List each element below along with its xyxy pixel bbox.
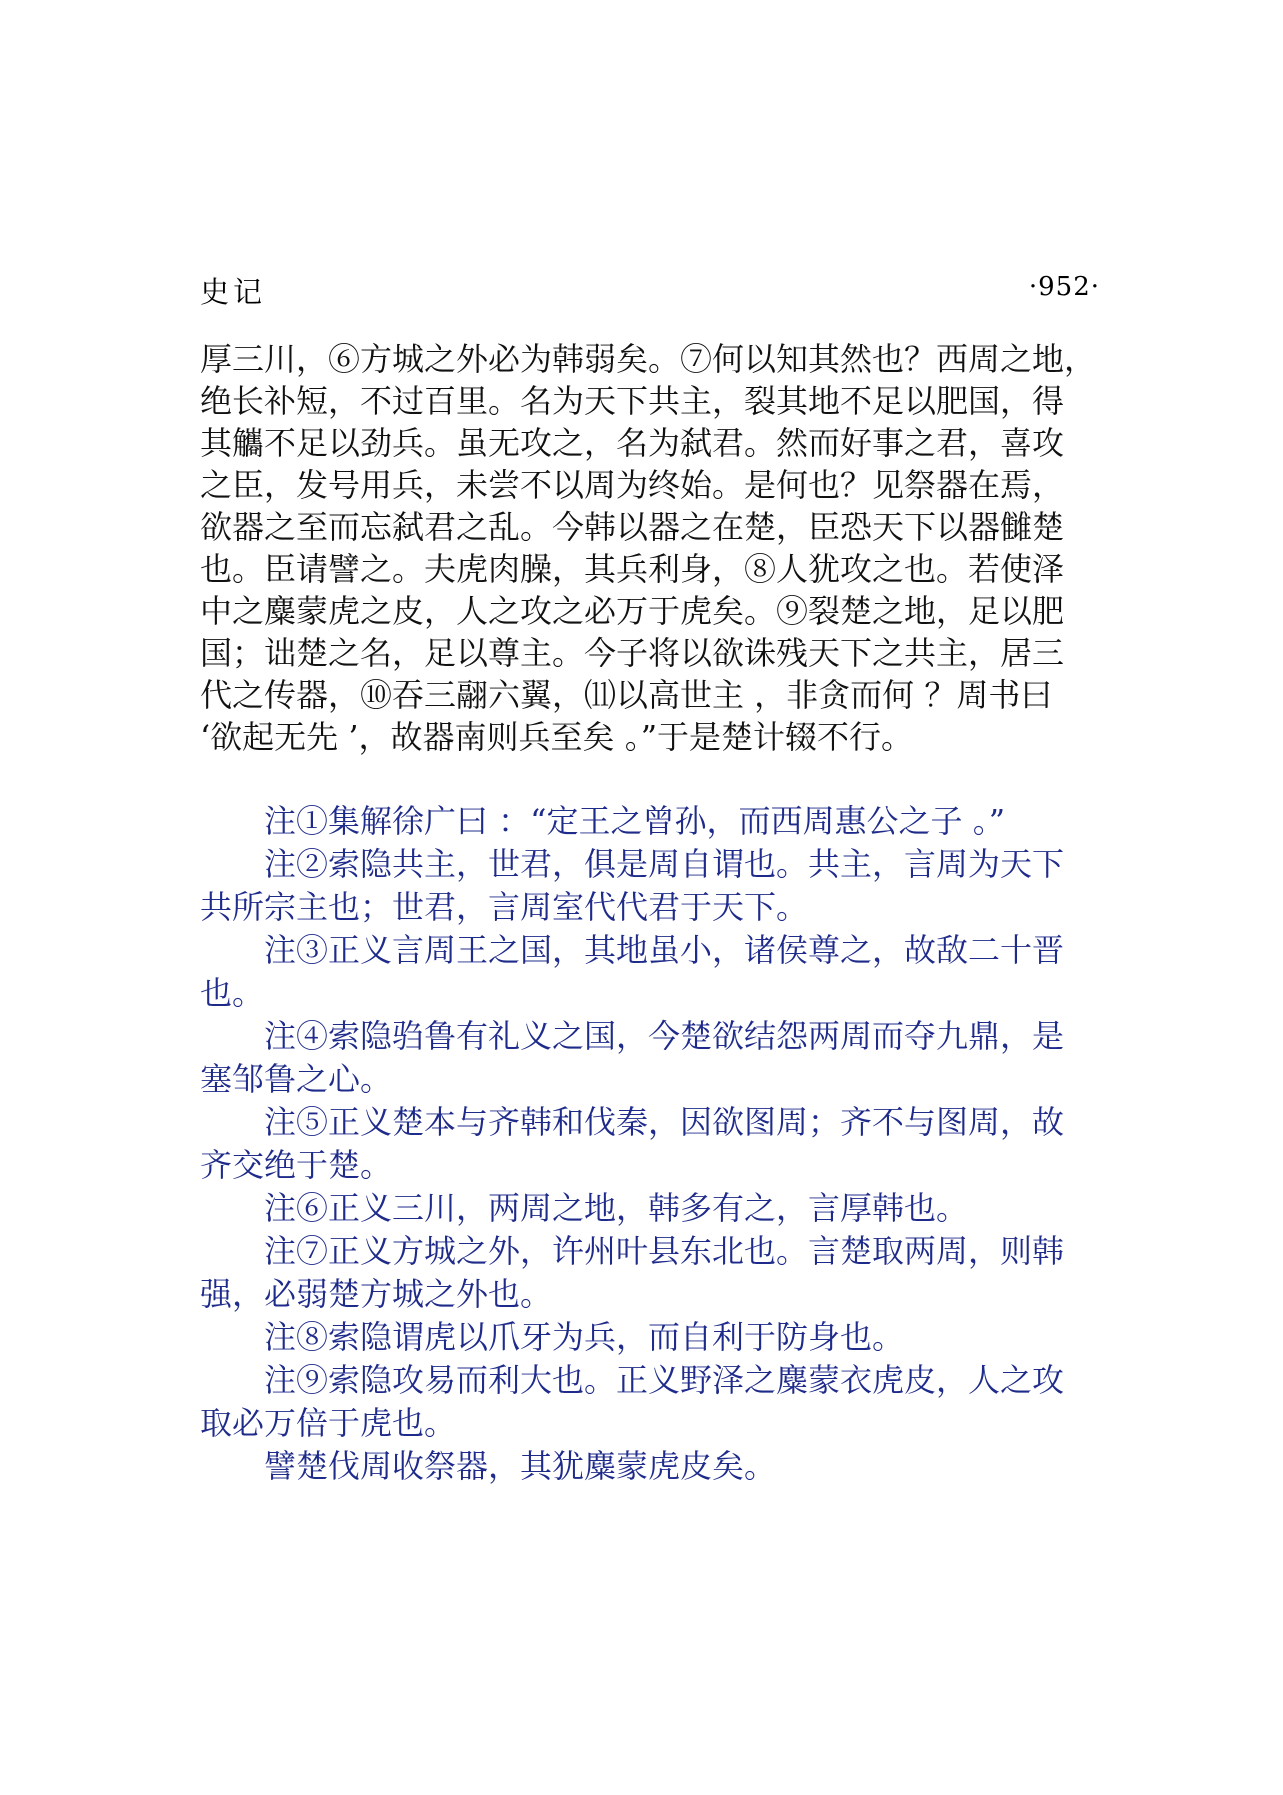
main-text-line: ‘欲起无先 ’，故器南则兵至矣 。”于是楚计辍不行。 <box>200 718 914 756</box>
note-8 <box>200 1316 1100 1359</box>
annotation-notes <box>200 800 1100 1488</box>
note-2 <box>200 843 1100 929</box>
note-line: 注①集解徐广曰 ：“定王之曾孙，而西周惠公之子 。” <box>264 802 1006 840</box>
note-line: 注③正义言周王之国，其地虽小，诸侯尊之，故敌二十晋 <box>264 931 1065 969</box>
note-line: 也。 <box>200 974 265 1012</box>
main-text-line: 代之传器，⑩吞三翮六翼，⑾以高世主 ，非贪而何 ？周书曰 <box>200 676 1053 714</box>
note-1 <box>200 800 1100 843</box>
note-line: 齐交绝于楚。 <box>200 1146 393 1184</box>
note-line: 注⑨索隐攻易而利大也。正义野泽之麋蒙衣虎皮，人之攻 <box>264 1361 1065 1399</box>
main-text-line: 绝长补短，不过百里。名为天下共主，裂其地不足以肥国，得 <box>200 382 1065 420</box>
main-text-line: 中之麋蒙虎之皮，人之攻之必万于虎矣。⑨裂楚之地，足以肥 <box>200 592 1065 630</box>
note-9 <box>200 1359 1100 1445</box>
main-text-line: 欲器之至而忘弑君之乱。今韩以器之在楚，臣恐天下以器雠楚 <box>200 508 1065 546</box>
book-title: 史记 <box>200 275 267 309</box>
page-number: ·952· <box>1028 272 1100 302</box>
note-line: 共所宗主也；世君，言周室代代君于天下。 <box>200 888 809 926</box>
note-line: 注⑤正义楚本与齐韩和伐秦，因欲图周；齐不与图周，故 <box>264 1103 1065 1141</box>
note-3 <box>200 929 1100 1015</box>
document-page <box>200 270 1100 1488</box>
note-line: 塞邹鲁之心。 <box>200 1060 393 1098</box>
note-line: 注⑧索隐谓虎以爪牙为兵，而自利于防身也。 <box>264 1318 905 1356</box>
note-line: 注②索隐共主，世君，俱是周自谓也。共主，言周为天下 <box>264 845 1065 883</box>
note-line: 注⑥正义三川，两周之地，韩多有之，言厚韩也。 <box>264 1189 969 1227</box>
note-7 <box>200 1230 1100 1316</box>
main-text <box>200 338 1100 758</box>
note-line: 注⑦正义方城之外，许州叶县东北也。言楚取两周，则韩 <box>264 1232 1065 1270</box>
note-5 <box>200 1101 1100 1187</box>
main-text-line: 国；诎楚之名，足以尊主。今子将以欲诛残天下之共主，居三 <box>200 634 1065 672</box>
note-line: 强，必弱楚方城之外也。 <box>200 1275 553 1313</box>
main-text-line: 厚三川，⑥方城之外必为韩弱矣。⑦何以知其然也？西周之地， <box>200 340 1097 378</box>
note-6 <box>200 1187 1100 1230</box>
note-4 <box>200 1015 1100 1101</box>
page-header <box>200 270 1100 310</box>
main-text-line: 也。臣请譬之。夫虎肉臊，其兵利身，⑧人犹攻之也。若使泽 <box>200 550 1065 588</box>
main-text-line: 其觿不足以劲兵。虽无攻之，名为弑君。然而好事之君，喜攻 <box>200 424 1065 462</box>
main-text-line: 之臣，发号用兵，未尝不以周为终始。是何也？见祭器在焉， <box>200 466 1065 504</box>
note-line: 注④索隐驺鲁有礼义之国，今楚欲结怨两周而夺九鼎，是 <box>264 1017 1065 1055</box>
note-line: 譬楚伐周收祭器，其犹麋蒙虎皮矣。 <box>264 1447 777 1485</box>
note-10 <box>200 1445 1100 1488</box>
note-line: 取必万倍于虎也。 <box>200 1404 457 1442</box>
